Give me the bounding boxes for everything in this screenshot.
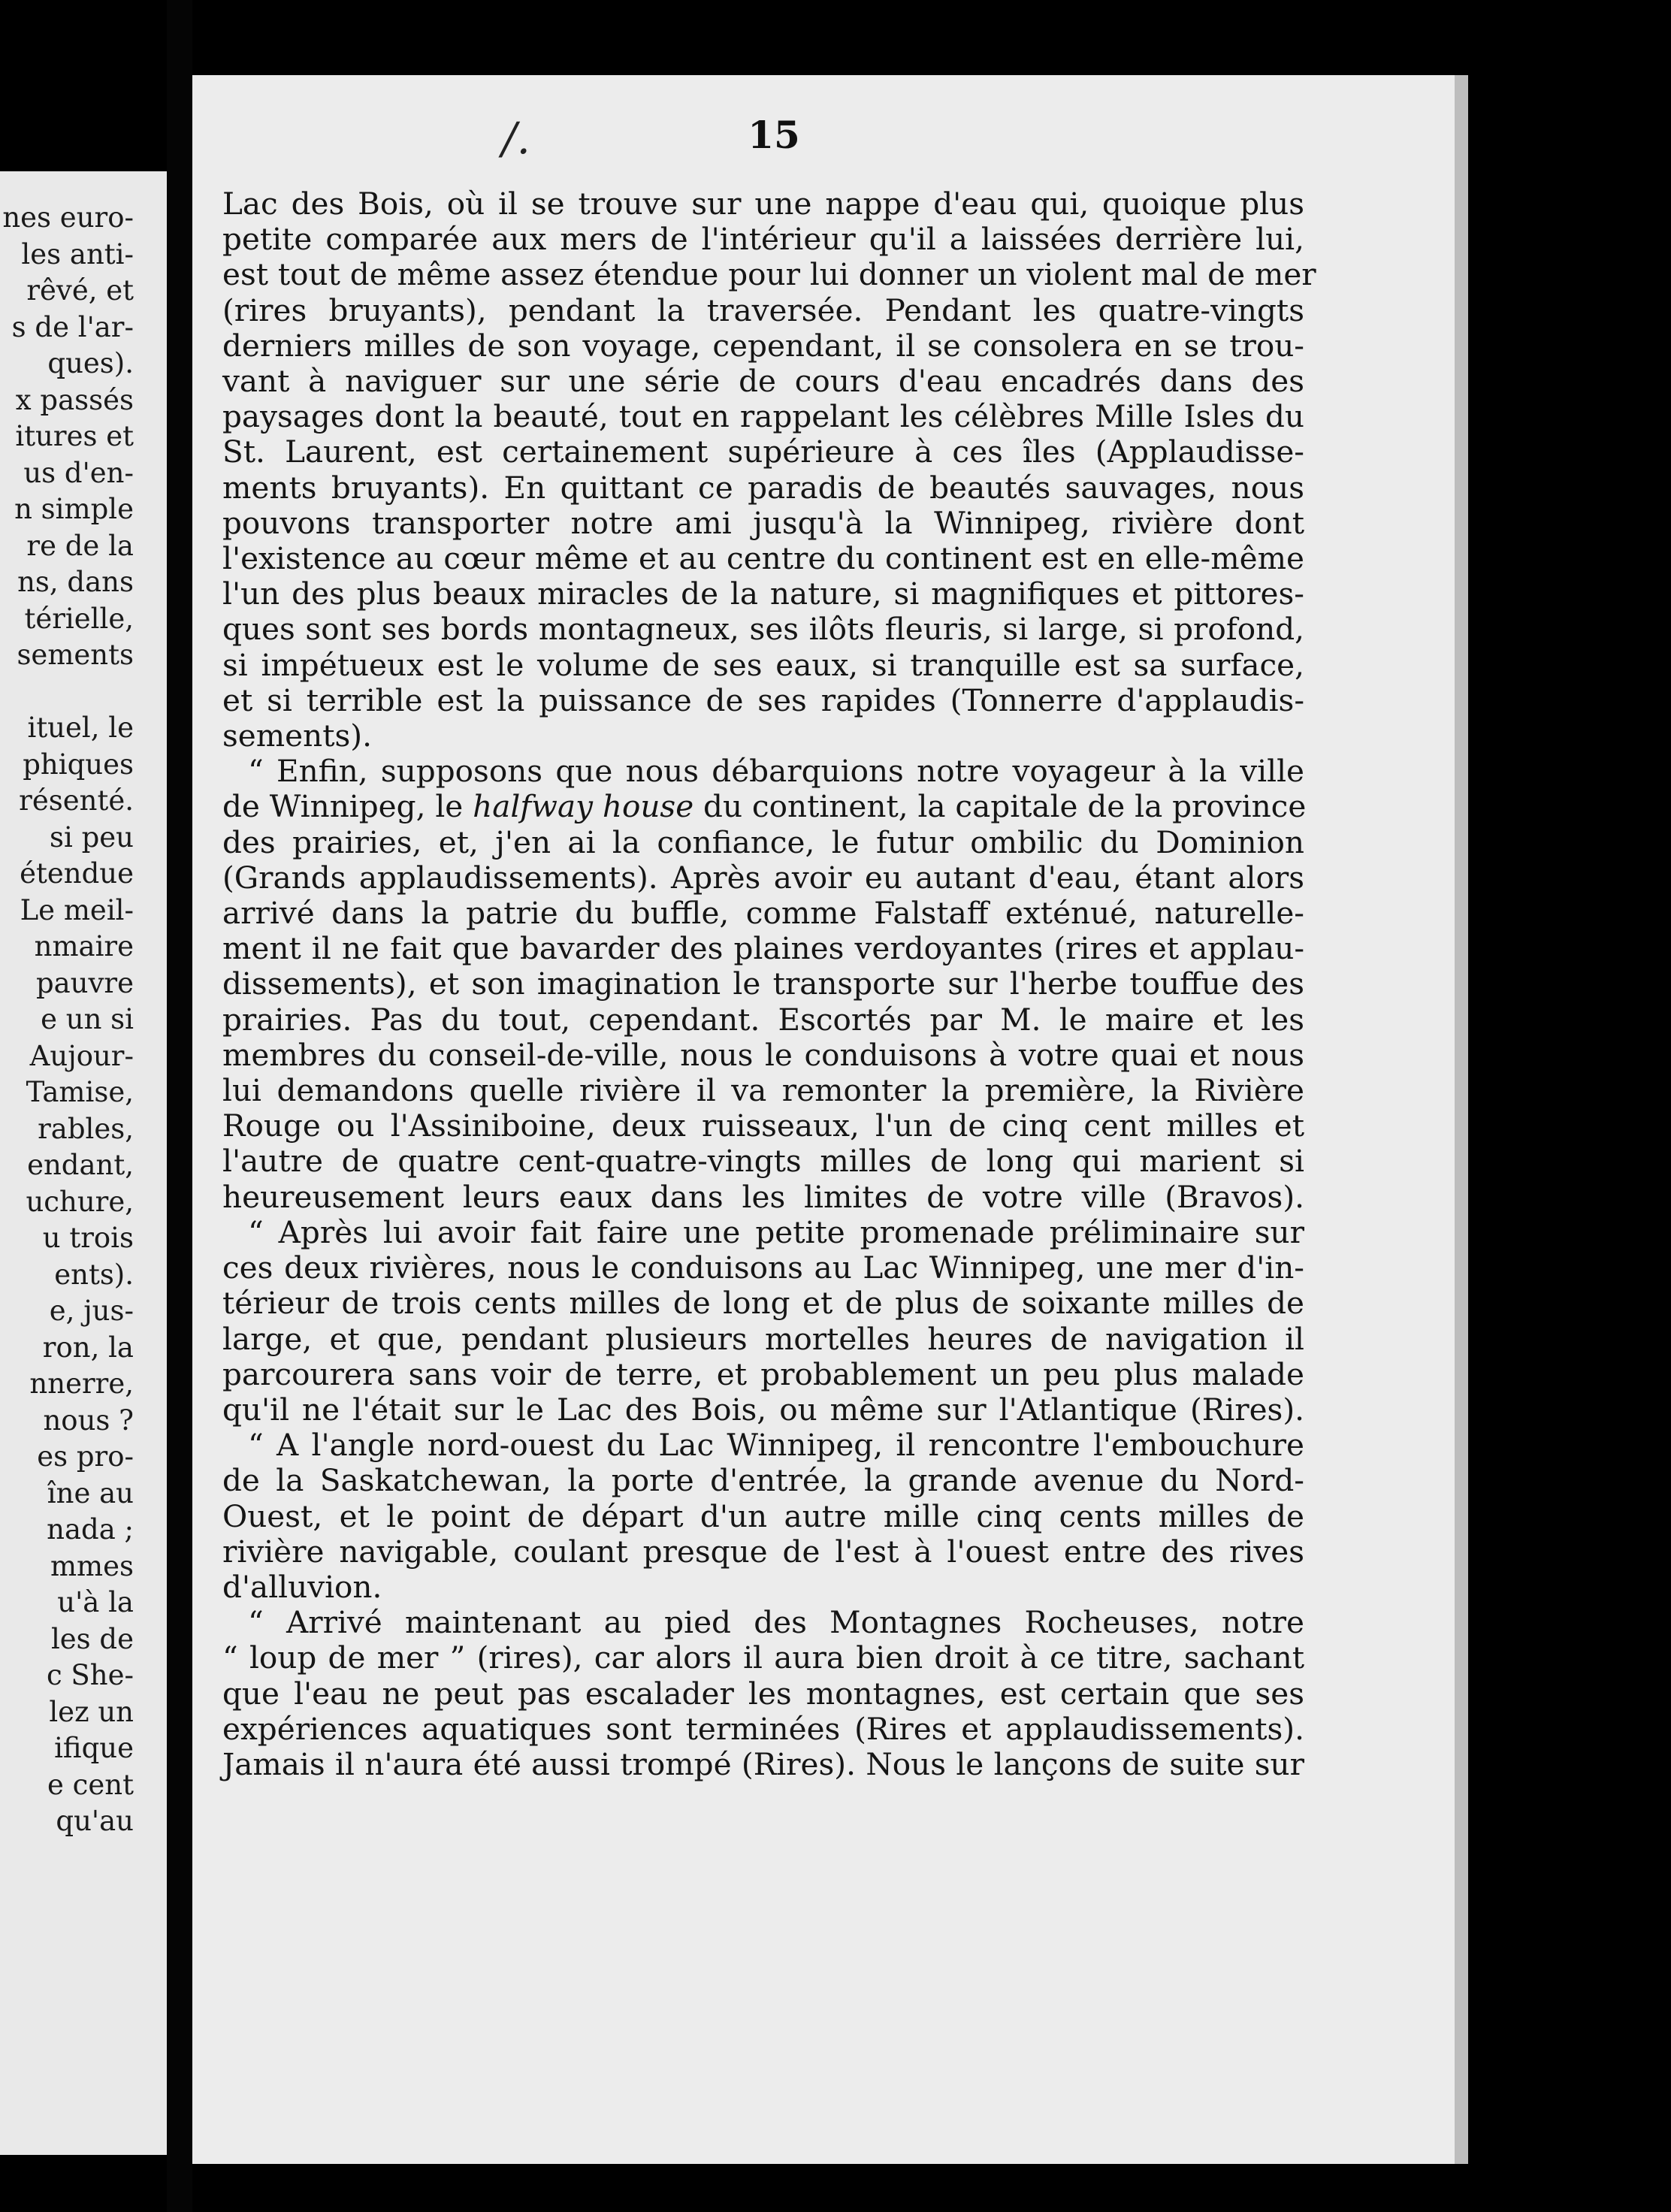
text-line [222,788,1307,825]
facing-page-line: Le meil- [20,893,134,926]
text-line: que l'eau ne peut pas escalader les montagnes, est certain que ses [222,1675,1304,1712]
text-line: Jamais il n'aura été aussi trompé (Rires). Nous le lançons de suite sur [222,1745,1304,1782]
margin-mark: /. [502,113,530,164]
facing-page-line: nous ? [43,1404,134,1437]
text-line: l'autre de quatre cent-quatre-vingts milles de long qui marient si [222,1143,1304,1180]
facing-page-line: rêvé, et [26,274,134,307]
text-line: Lac des Bois, où il se trouve sur une nappe d'eau qui, quoique plus [222,186,1304,222]
facing-page-line: itures et [15,420,134,452]
text-line: St. Laurent, est certainement supérieure à ces îles (Applaudisse- [222,434,1304,470]
text-line: prairies. Pas du tout, cependant. Escortés par M. le maire et les [222,1001,1304,1038]
text-line: vant à naviguer sur une série de cours d'eau encadrés dans des [222,363,1304,400]
facing-page-line: ifique [54,1732,134,1764]
facing-page-line: si peu [50,820,134,854]
text-line: Ouest, et le point de départ d'un autre mille cinq cents milles de [222,1497,1304,1534]
facing-page-line: e cent [47,1768,134,1801]
text-line: lui demandons quelle rivière il va remonter la première, la Rivière [222,1072,1304,1109]
facing-page-line: u'à la [57,1586,134,1618]
text-line: térieur de trois cents milles de long et de plus de soixante milles de [222,1285,1304,1322]
facing-page-line: c She- [46,1659,134,1691]
facing-page-line: ron, la [42,1331,134,1364]
text-line: parcourera sans voir de terre, et probablement un peu plus malade [222,1355,1304,1392]
facing-page-line: us d'en- [23,456,134,489]
facing-page-line: rables, [38,1112,134,1145]
text-line: petite comparée aux mers de l'intérieur qu'il a laissées derrière lui, [222,221,1304,258]
facing-page-line: sements [17,639,134,671]
text-line: qu'il ne l'était sur le Lac des Bois, ou même sur l'Atlantique (Rires). [222,1391,1304,1428]
facing-page-line: les de [50,1622,134,1655]
text-line: et si terrible est la puissance de ses rapides (Tonnerre d'applaudis- [222,681,1304,718]
facing-page-line: qu'au [56,1805,134,1837]
facing-page-line: Aujour- [29,1039,134,1072]
facing-page-line: phiques [23,748,134,781]
facing-page-line: résenté. [19,784,134,817]
text-line-part: du continent, la capitale de la province [693,788,1307,825]
text-line-part: de Winnipeg, le [222,788,473,825]
text-line: (Grands applaudissements). Après avoir eu autant d'eau, étant alors [222,859,1304,896]
facing-page-line: u trois [42,1222,134,1254]
text-line: “ Après lui avoir fait faire une petite promenade préliminaire sur [248,1213,1304,1250]
text-line: ments bruyants). En quittant ce paradis de beautés sauvages, nous [222,469,1304,506]
text-line: des prairies, et, j'en ai la confiance, le futur ombilic du Dominion [222,823,1304,860]
text-line: pouvons transporter notre ami jusqu'à la Winnipeg, rivière dont [222,504,1304,541]
text-line: derniers milles de son voyage, cependant, il se consolera en se trou- [222,327,1304,364]
facing-page-line: nada ; [47,1513,134,1546]
text-line: ques sont ses bords montagneux, ses ilôts fleuris, si large, si profond, [222,611,1304,648]
text-line: paysages dont la beauté, tout en rappelant les célèbres Mille Isles du [222,398,1304,435]
text-line: d'alluvion. [222,1568,382,1605]
text-line: heureusement leurs eaux dans les limites de votre ville (Bravos). [222,1178,1304,1215]
text-line: de la Saskatchewan, la porte d'entrée, la grande avenue du Nord- [222,1462,1304,1499]
text-line: ces deux rivières, nous le conduisons au Lac Winnipeg, une mer d'in- [222,1250,1304,1286]
facing-page-fragment [0,171,167,2155]
facing-page-line: es pro- [37,1440,134,1473]
text-line: si impétueux est le volume de ses eaux, si tranquille est sa surface, [222,646,1304,683]
text-line: “ Arrivé maintenant au pied des Montagnes Rocheuses, notre [248,1604,1304,1641]
text-line: dissements), et son imagination le transporte sur l'herbe touffue des [222,965,1304,1002]
text-line: expériences aquatiques sont terminées (Rires et applaudissements). [222,1710,1304,1747]
facing-page-line: ents). [54,1258,134,1291]
facing-page-line: uchure, [26,1185,134,1218]
facing-page-line: nes euro- [2,201,134,234]
facing-page-line: x passés [15,383,134,416]
facing-page-line: lez un [49,1695,134,1728]
page-body-text [222,186,1316,1782]
book-gutter [167,0,192,2212]
text-line: arrivé dans la patrie du buffle, comme Falstaff exténué, naturelle- [222,895,1304,932]
text-line: ment il ne fait que bavarder des plaines verdoyantes (rires et applau- [222,930,1304,967]
text-line: l'un des plus beaux miracles de la nature, si magnifiques et pittores- [222,576,1304,612]
facing-page-line: mmes [50,1549,134,1582]
page-number: 15 [748,113,800,157]
facing-page-line: endant, [27,1149,134,1181]
facing-page-line: nnerre, [29,1367,134,1400]
facing-page-line: n simple [14,493,134,525]
text-line: sements). [222,718,372,754]
page-edge [1455,75,1468,2164]
text-line: large, et que, pendant plusieurs mortelles heures de navigation il [222,1320,1304,1357]
facing-page-line: ques). [47,347,134,379]
text-line: l'existence au cœur même et au centre du continent est en elle-même [222,540,1304,577]
text-line: est tout de même assez étendue pour lui donner un violent mal de mer [222,256,1316,293]
text-line: “ Enfin, supposons que nous débarquions notre voyageur à la ville [248,753,1304,790]
text-line: Rouge ou l'Assiniboine, deux ruisseaux, l'un de cinq cent milles et [222,1108,1304,1144]
facing-page-line: étendue [20,857,134,890]
text-line: membres du conseil-de-ville, nous le conduisons à votre quai et nous [222,1036,1304,1073]
text-line: “ A l'angle nord-ouest du Lac Winnipeg, il rencontre l'embouchure [248,1427,1304,1464]
facing-page-line: les anti- [21,237,134,270]
facing-page-line: ns, dans [17,566,134,598]
facing-page-line: Tamise, [26,1076,134,1108]
facing-page-line: îne au [47,1476,134,1509]
text-line: rivière navigable, coulant presque de l'est à l'ouest entre des rives [222,1533,1304,1570]
facing-page-line: e, jus- [49,1295,134,1327]
facing-page-line: e un si [41,1003,134,1035]
facing-page-line: térielle, [24,602,134,635]
text-line: (rires bruyants), pendant la traversée. Pendant les quatre-vingts [222,292,1304,328]
facing-page-line: re de la [26,529,134,562]
italic-phrase: halfway house [473,788,694,825]
facing-page-line: pauvre [35,966,134,999]
facing-page-line: ituel, le [27,712,134,744]
text-line: “ loup de mer ” (rires), car alors il aura bien droit à ce titre, sachant [222,1639,1304,1676]
facing-page-line: s de l'ar- [11,310,134,343]
facing-page-line: nmaire [34,930,134,962]
